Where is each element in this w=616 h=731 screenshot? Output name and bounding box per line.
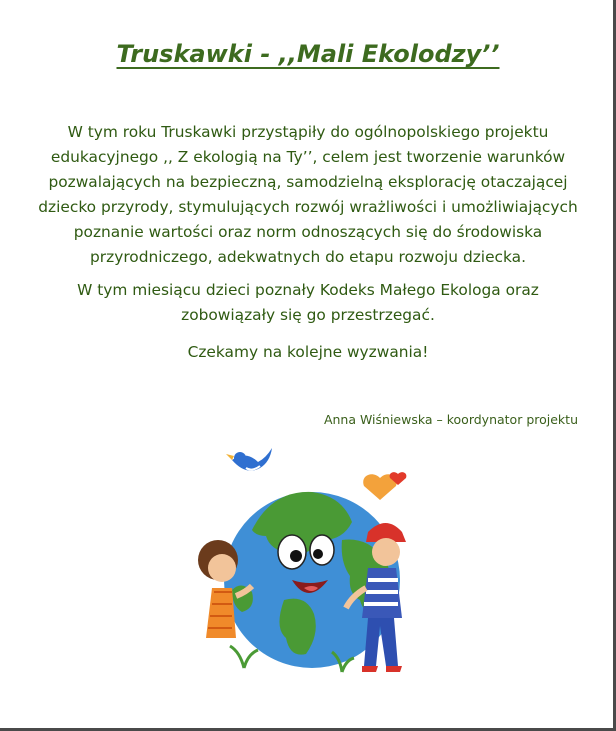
author-signature: Anna Wiśniewska – koordynator projektu: [323, 412, 578, 427]
paragraph-intro: W tym roku Truskawki przystąpiły do ogólnopolskiego projektu edukacyjnego ,, Z ekologią na Ty’’, celem jest tworzenie warunków pozwalających na bezpieczną, samodzielną eksplorację otaczającej dziecko przyrody, stymulujących rozwój wrażliwości i umożliwiających poznanie wartości oraz norm odnoszących się do środowiska przyrodniczego, adekwatnych do etapu rozwoju dziecka.: [38, 123, 578, 266]
paragraph-kodeks: W tym miesiącu dzieci poznały Kodeks Małego Ekologa oraz zobowiązały się go przestrzegać.: [77, 281, 539, 324]
earth-children-illustration: [192, 440, 432, 690]
page-title: Truskawki - ,,Mali Ekolodzy’’: [116, 40, 500, 68]
paragraph-closing: Czekamy na kolejne wyzwania!: [187, 343, 429, 361]
hearts-icon: [363, 472, 406, 500]
bird-icon: [226, 448, 272, 471]
body-text: [28, 120, 588, 365]
